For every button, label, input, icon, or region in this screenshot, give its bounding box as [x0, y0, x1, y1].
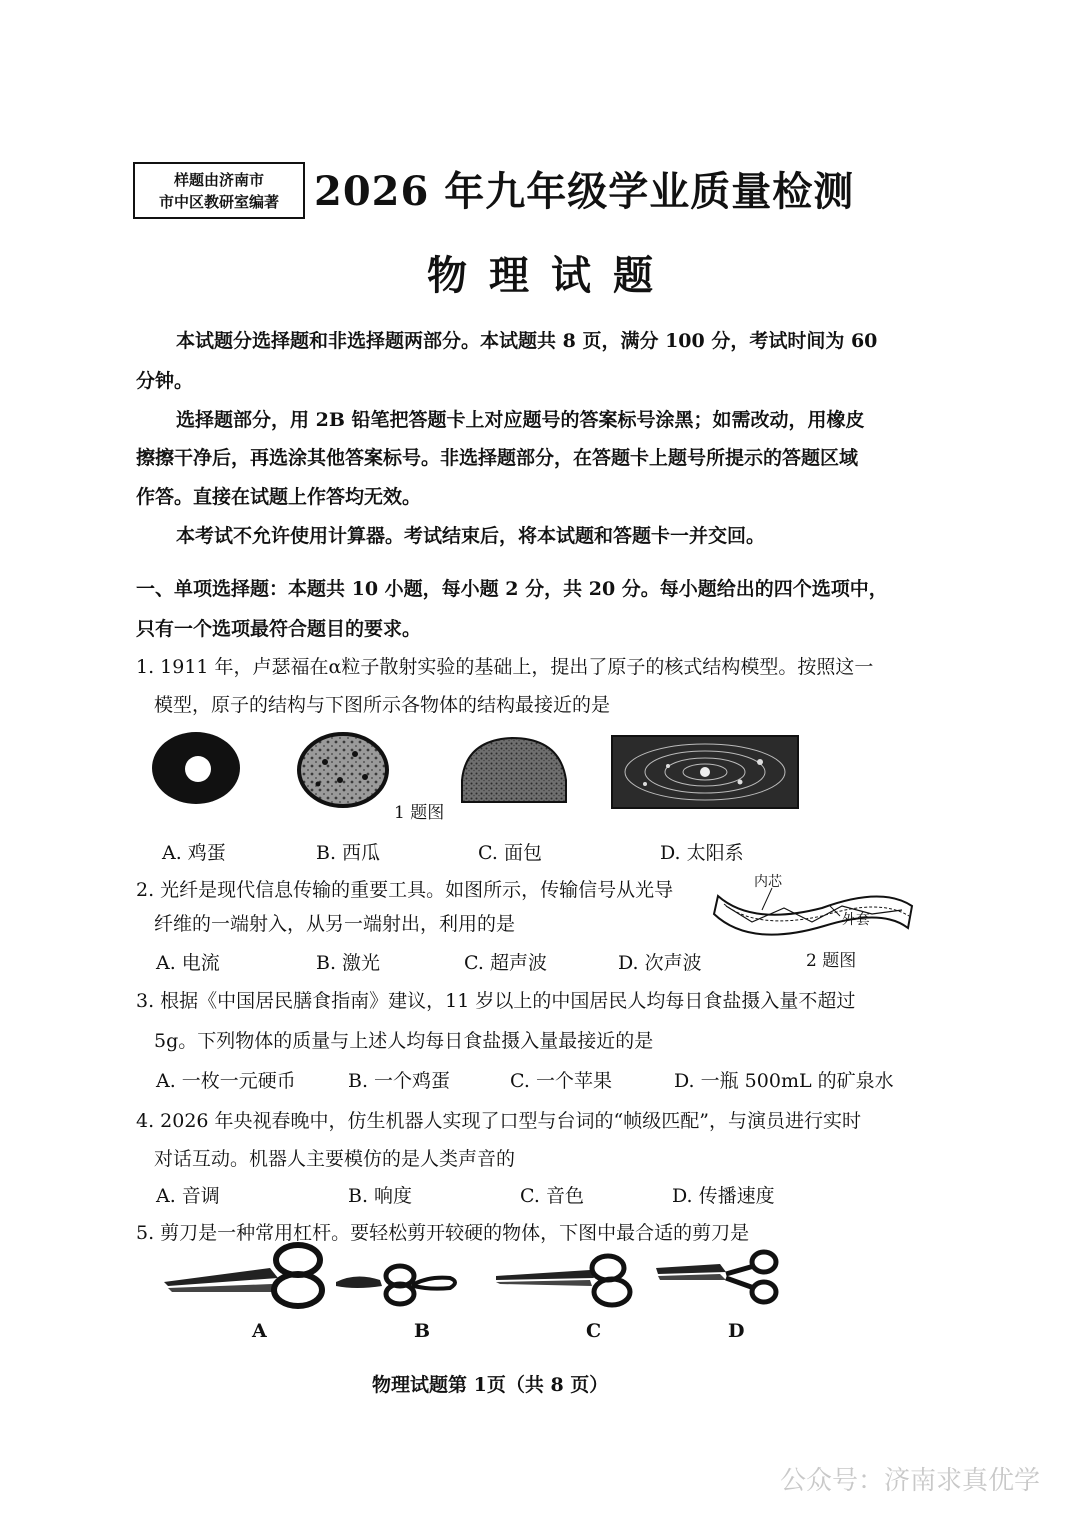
question-3-text: 5g。下列物体的质量与上述人均每日食盐摄入量最接近的是 [154, 1030, 654, 1052]
question-1-option-c: C. 面包 [478, 842, 542, 864]
instruction-line: 本试题分选择题和非选择题两部分。本试题共 8 页，满分 100 分，考试时间为 60 [176, 330, 878, 352]
page-footer: 物理试题第 1页（共 8 页） [372, 1374, 609, 1396]
editor-stamp [133, 162, 305, 219]
exam-title: 2026 年九年级学业质量检测 [314, 168, 855, 215]
fiber-core-label: 内芯 [754, 874, 782, 890]
question-3-option-d: D. 一瓶 500mL 的矿泉水 [674, 1070, 894, 1092]
question-4-option-b: B. 响度 [348, 1185, 413, 1207]
watermark: 公众号：济南求真优学 [779, 1466, 1040, 1496]
question-4-text: 对话互动。机器人主要模仿的是人类声音的 [154, 1148, 516, 1170]
question-3-option-b: B. 一个鸡蛋 [348, 1070, 451, 1092]
scissors-a-image [164, 1245, 322, 1306]
instruction-line: 擦擦干净后，再选涂其他答案标号。非选择题部分，在答题卡上题号所提示的答题区域 [136, 447, 859, 469]
fiber-jacket-label: 外套 [842, 912, 870, 928]
scissors-c-label: C [586, 1320, 602, 1342]
question-4-option-a: A. 音调 [156, 1185, 220, 1207]
question-1-figure [150, 732, 810, 827]
question-4-option-c: C. 音色 [520, 1185, 584, 1207]
question-1-option-a: A. 鸡蛋 [162, 842, 226, 864]
question-3-option-c: C. 一个苹果 [510, 1070, 612, 1092]
question-1-option-d: D. 太阳系 [660, 842, 744, 864]
section-heading: 一、单项选择题：本题共 10 小题，每小题 2 分，共 20 分。每小题给出的四个选项中， [136, 578, 888, 600]
question-3-option-a: A. 一枚一元硬币 [156, 1070, 296, 1092]
egg-image [152, 732, 240, 804]
stamp-line-2: 市中区教研室编著 [158, 192, 279, 211]
bread-image [462, 738, 566, 802]
scissors-d-image [656, 1252, 776, 1302]
scissors-d-label: D [728, 1320, 745, 1342]
figure-1-label: 1 题图 [394, 803, 445, 823]
scissors-c-image [496, 1256, 630, 1305]
instruction-line: 分钟。 [136, 370, 194, 392]
question-3-text: 3. 根据《中国居民膳食指南》建议，11 岁以上的中国居民人均每日食盐摄入量不超过 [136, 990, 856, 1012]
scissors-a-label: A [252, 1320, 267, 1342]
instruction-line: 本考试不允许使用计算器。考试结束后，将本试题和答题卡一并交回。 [176, 525, 766, 547]
question-1-text: 1. 1911 年，卢瑟福在α粒子散射实验的基础上，提出了原子的核式结构模型。按照这一 [136, 656, 874, 678]
question-4-text: 4. 2026 年央视春晚中，仿生机器人实现了口型与台词的“帧级匹配”，与演员进行实时 [136, 1110, 861, 1132]
question-4-option-d: D. 传播速度 [672, 1185, 775, 1207]
section-heading: 只有一个选项最符合题目的要求。 [136, 618, 422, 640]
question-1-text: 模型，原子的结构与下图所示各物体的结构最接近的是 [154, 694, 611, 716]
instruction-line: 作答。直接在试题上作答均无效。 [136, 486, 422, 508]
scissors-b-label: B [414, 1320, 431, 1342]
exam-subject: 物理试题 [427, 252, 675, 299]
question-2-text: 2. 光纤是现代信息传输的重要工具。如图所示，传输信号从光导 [136, 879, 674, 901]
question-2-option-a: A. 电流 [156, 952, 220, 974]
question-2-option-c: C. 超声波 [464, 952, 547, 974]
optical-fiber-figure [712, 866, 922, 941]
watermelon-image [299, 734, 387, 806]
question-5-text: 5. 剪刀是一种常用杠杆。要轻松剪开较硬的物体，下图中最合适的剪刀是 [136, 1222, 750, 1244]
scissors-figure [160, 1238, 790, 1318]
figure-2-label: 2 题图 [806, 951, 857, 971]
scissors-b-image [336, 1266, 455, 1304]
instruction-line: 选择题部分，用 2B 铅笔把答题卡上对应题号的答案标号涂黑；如需改动，用橡皮 [176, 409, 865, 431]
question-2-option-d: D. 次声波 [618, 952, 702, 974]
stamp-line-1: 样题由济南市 [173, 170, 264, 189]
solar-system-image [612, 736, 798, 808]
question-1-option-b: B. 西瓜 [316, 842, 381, 864]
question-2-text: 纤维的一端射入，从另一端射出，利用的是 [154, 913, 516, 935]
question-2-option-b: B. 激光 [316, 952, 381, 974]
